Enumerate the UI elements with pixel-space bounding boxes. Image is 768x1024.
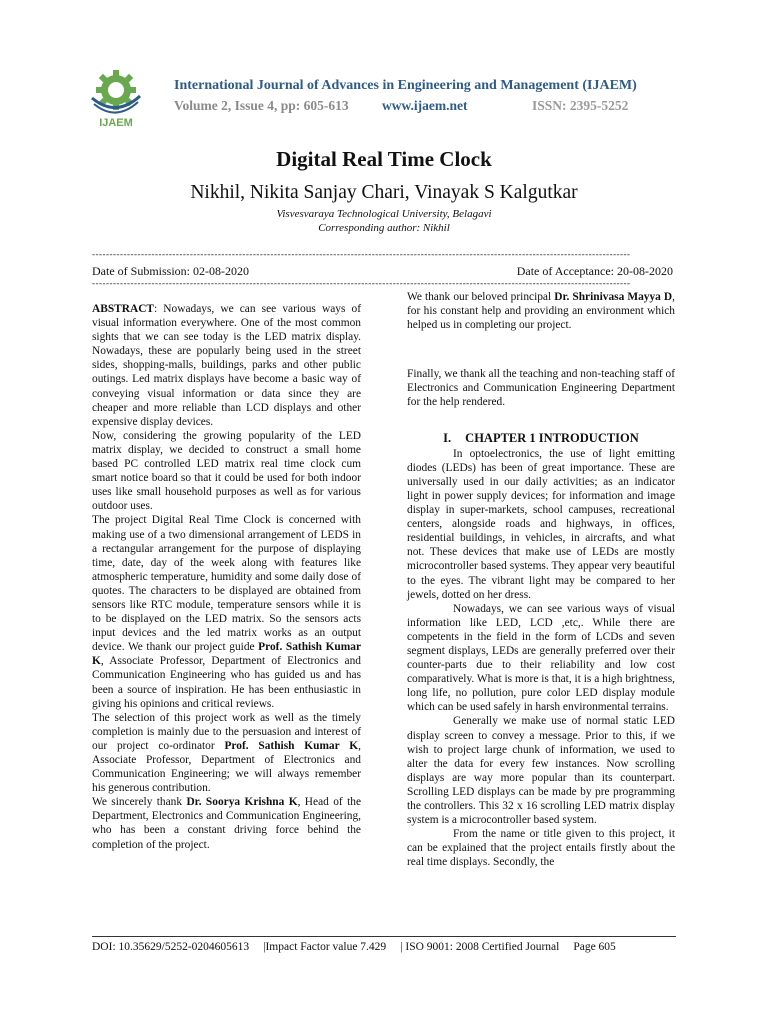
paragraph: We sincerely thank Dr. Soorya Krishna K, Head of the Department, Electronics and Communication Engineering, who has been a constant driving force behind the completion of the project. — [92, 796, 361, 851]
paragraph: Nowadays, we can see various ways of visual information like LED, LCD ,etc,. While there are competents in the field in the form of LCDs and seven segment displays, LEDs are generally preferred over their counter-parts due to their reliability and low cost comparatively. What is more is that, it is a high brightness, long life, no pollution, pure color LED display module which can be used safely in harsh environmental terrains. — [407, 602, 675, 714]
divider-bottom: ---------------------------------------------------------------------------------------------------------------------------------------------------------- — [92, 278, 631, 288]
svg-text:IJAEM: IJAEM — [99, 117, 133, 129]
paragraph: Now, considering the growing popularity of the LED matrix display, we decided to construct a small home based PC controlled LED matrix real time clock cum smart notice board so that it could be used for both indoor uses like small household purposes as well as for various outdoor uses. — [92, 429, 361, 513]
paragraph: Generally we make use of normal static LED display screen to convey a message. Prior to this, if we wish to project large chunk of information, we used to alter the data for every few instances. Now scrolling displays are way more popular than its counterpart. Scrolling LED displays can be made by pre programming the controllers. This 32 x 16 scrolling LED matrix display system is a microcontroller based system. — [407, 715, 675, 827]
paper-authors: Nikhil, Nikita Sanjay Chari, Vinayak S Kalgutkar — [190, 182, 578, 203]
footer-impact-factor: |Impact Factor value 7.429 — [263, 941, 387, 953]
journal-logo — [88, 68, 144, 130]
journal-volume: Volume 2, Issue 4, pp: 605-613 — [174, 98, 349, 113]
date-of-submission: Date of Submission: 02-08-2020 — [92, 264, 249, 278]
corresponding-author: Corresponding author: Nikhil — [318, 222, 450, 234]
paragraph: The selection of this project work as well as the timely completion is mainly due to the persuasion and interest of our project co-ordinator Prof. Sathish Kumar K, Associate Professor, Department of Electronics and Communication Engineering; we will always remember his generous contribution. — [92, 711, 361, 795]
footer-doi: DOI: 10.35629/5252-0204605613 — [92, 941, 250, 953]
abstract-paragraph: ABSTRACT: Nowadays, we can see various ways of visual information everywhere. One of the most common sights that we can see today is the LED matrix display. Nowadays, these are popularly being used in the street sides, shopping-malls, buildings, parks and other public outings. Led matrix displays have become a basic way of conveying visual information or data since they are cheaper and more reliable than LCD displays and other expensive display devices. — [92, 303, 361, 428]
journal-issn: ISSN: 2395-5252 — [532, 98, 629, 113]
guide-name: Prof. Sathish Kumar K — [92, 641, 362, 668]
paper-title: Digital Real Time Clock — [276, 147, 492, 171]
right-column — [407, 290, 675, 869]
journal-name: International Journal of Advances in Engineering and Management (IJAEM) — [174, 78, 637, 93]
paragraph: We thank our beloved principal Dr. Shrinivasa Mayya D, for his constant help and providing an environment which helped us in completing our project. — [407, 291, 675, 332]
author-affiliation: Visvesvaraya Technological University, Belagavi — [276, 208, 492, 220]
divider-top: ---------------------------------------------------------------------------------------------------------------------------------------------------------- — [92, 249, 631, 259]
page-footer — [92, 941, 616, 953]
footer-divider — [92, 936, 676, 937]
principal-name: Dr. Shrinivasa Mayya D — [554, 291, 673, 303]
journal-website-link[interactable]: www.ijaem.net — [382, 98, 468, 113]
footer-page-number: Page 605 — [573, 941, 616, 953]
date-of-acceptance: Date of Acceptance: 20-08-2020 — [516, 264, 673, 278]
paragraph: From the name or title given to this project, it can be explained that the project entails firstly about the real time displays. Secondly, the — [407, 828, 675, 869]
hod-name: Dr. Soorya Krishna K — [186, 796, 298, 809]
paragraph: Finally, we thank all the teaching and non-teaching staff of Electronics and Communication Engineering Department for the help rendered. — [407, 368, 675, 409]
abstract-label: ABSTRACT — [92, 303, 155, 315]
left-column — [92, 302, 361, 852]
coordinator-name: Prof. Sathish Kumar K — [224, 739, 359, 752]
paragraph: The project Digital Real Time Clock is concerned with making use of a two dimensional arrangement of LEDS in a rectangular arrangement for the purpose of displaying time, date, day of the week along with features like atmospheric temperature, humidity and some daily dose of quotes. The characters to be displayed are obtained from sensors like RTC module, temperature sensors while it is to be displayed on the LED matrix. So the sensors acts input devices and the led matrix works as an output device. We thank our project guide Prof. Sathish Kumar K, Associate Professor, Department of Electronics and Communication Engineering who has guided us and has been a source of inspiration. He has been enthusiastic in giving his opinions and critical reviews. — [92, 514, 362, 710]
section-heading: I. CHAPTER 1 INTRODUCTION — [443, 430, 639, 445]
footer-iso: | ISO 9001: 2008 Certified Journal — [400, 941, 560, 953]
paragraph: In optoelectronics, the use of light emitting diodes (LEDs) has been of great importance. These are universally used in our daily activities; as an indicator light in power supply devices; for information and image display in super-markets, school campuses, recreational centers, alongside roads and highways, in offices, residential buildings, in vehicles, in aircrafts, and what not. These devices that make use of LEDs are mostly microcontroller based systems. They appear very beautiful to the eyes. The vibrant light may be compared to her jewels, dotted on her dress. — [407, 447, 675, 601]
